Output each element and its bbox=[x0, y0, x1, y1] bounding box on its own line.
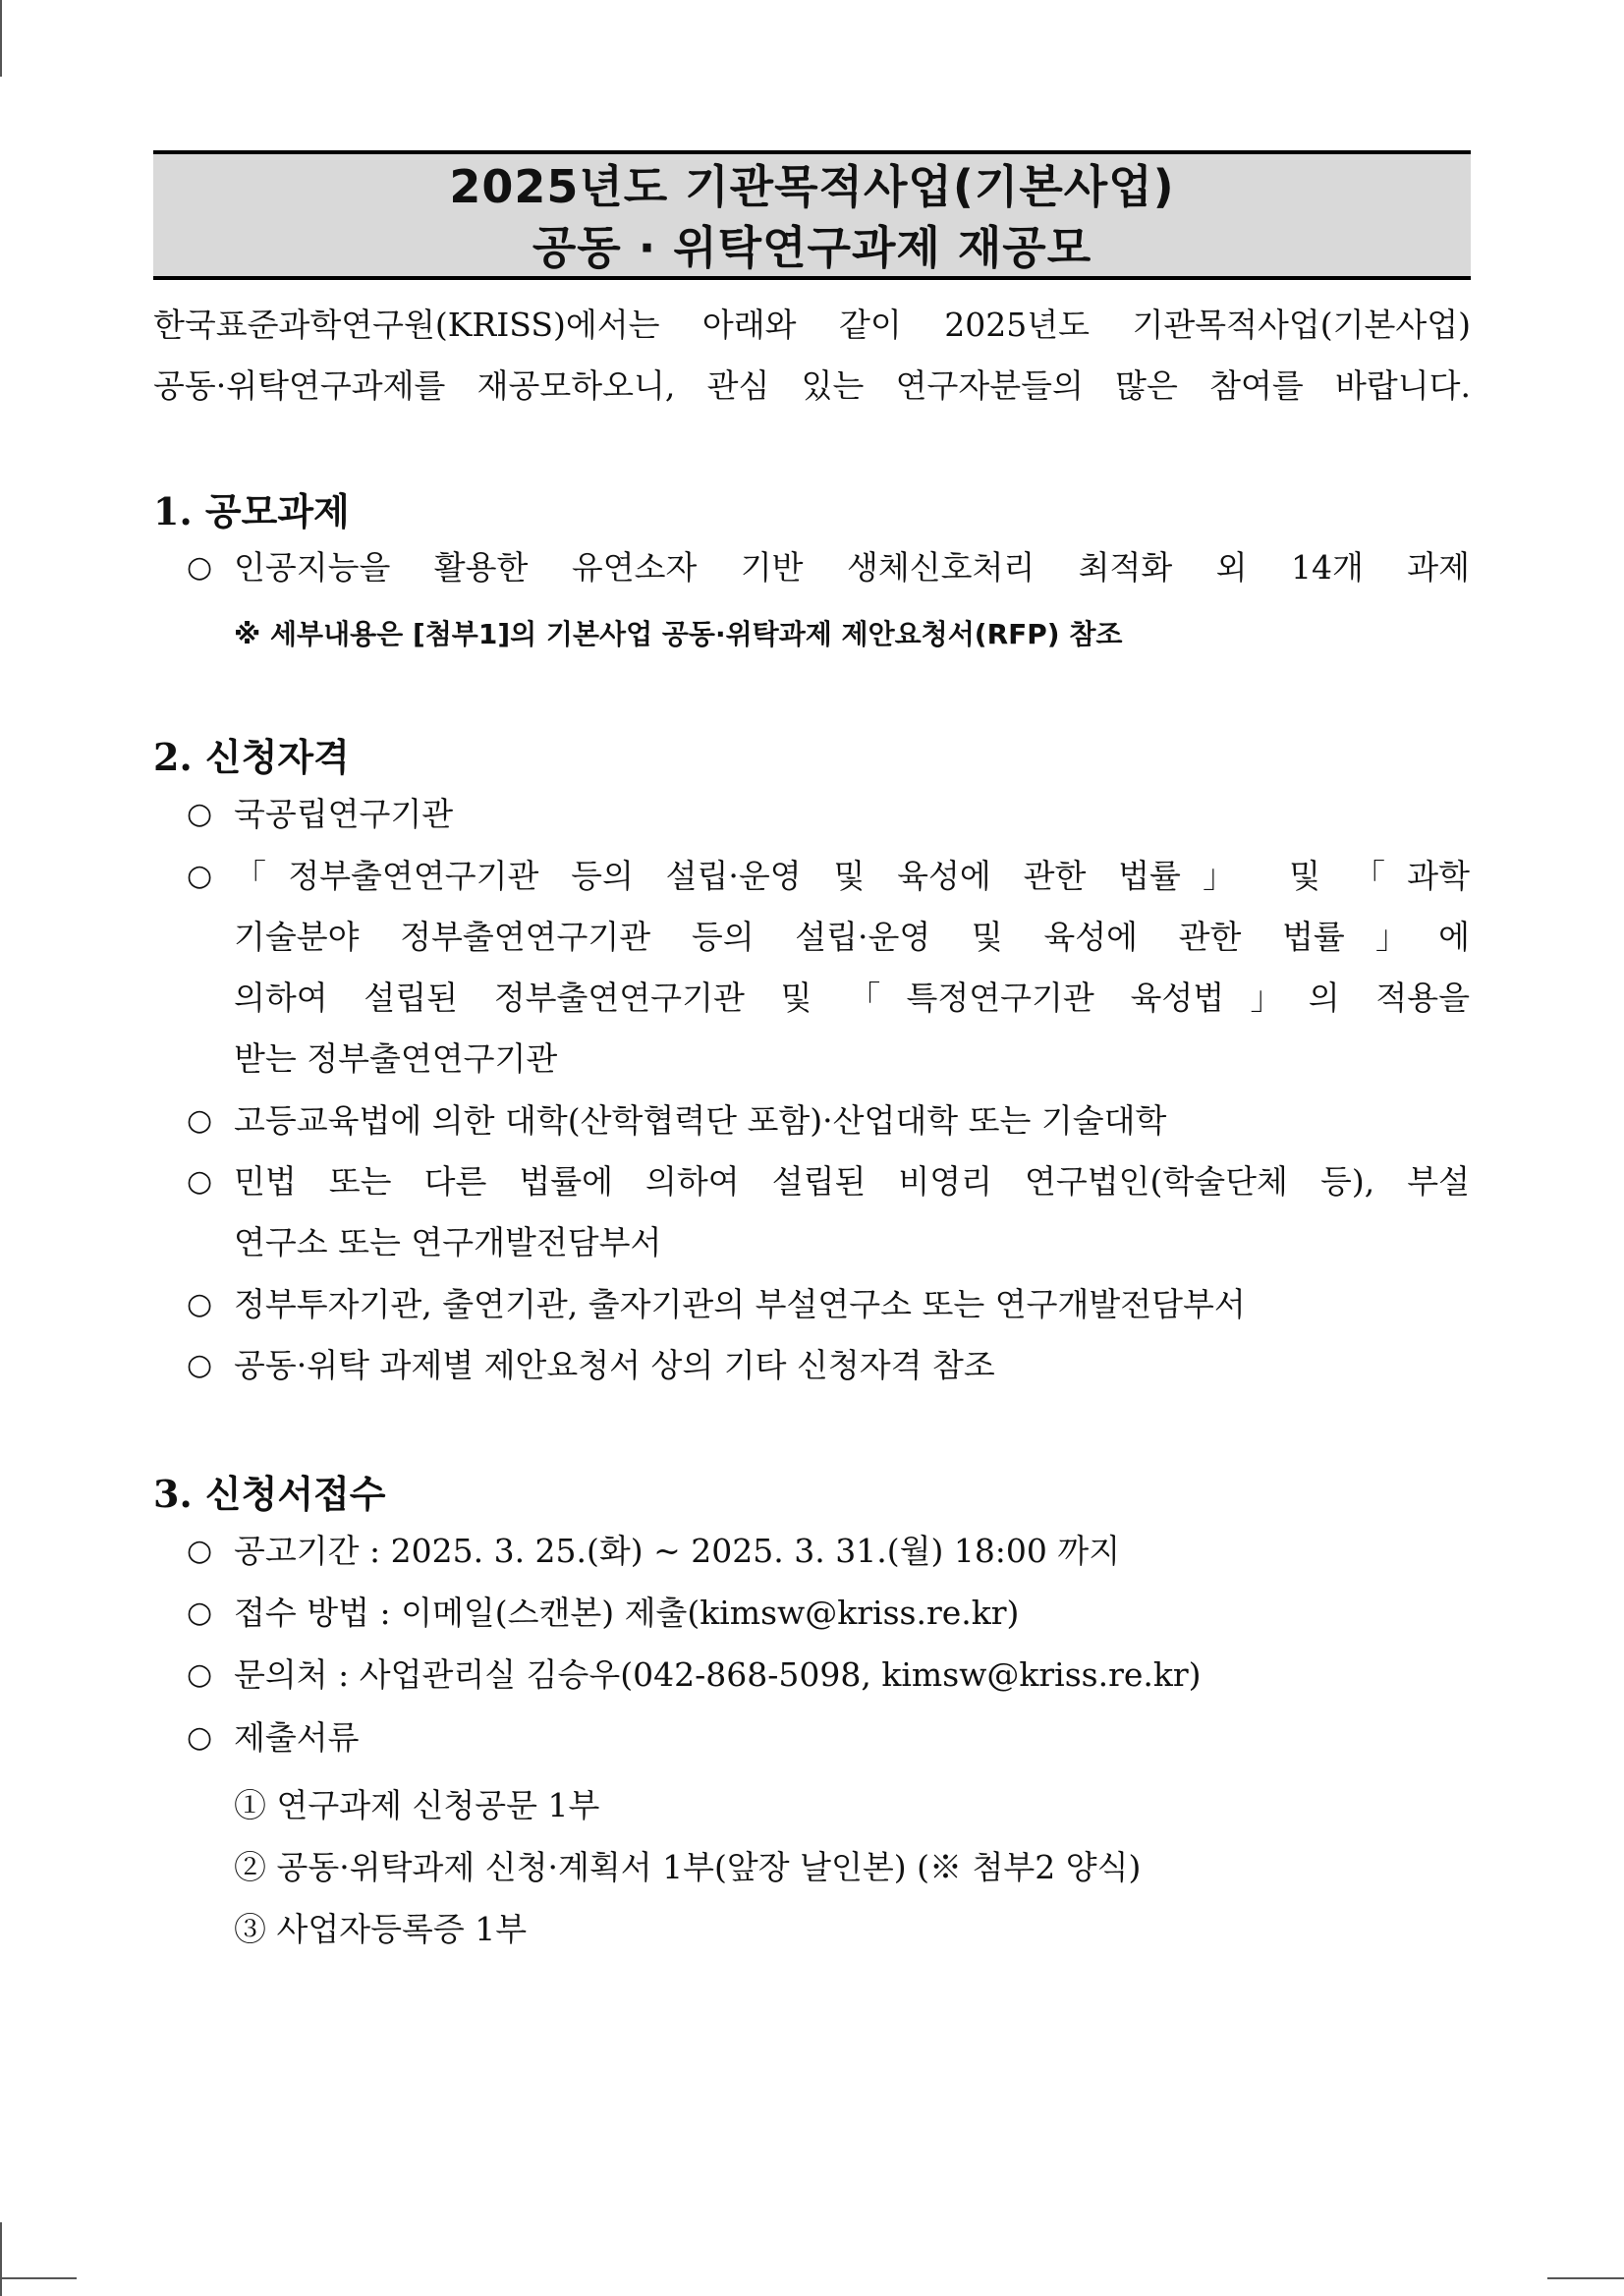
section-3-title: 3. 신청서접수 bbox=[153, 1472, 386, 1516]
intro-line-2: 공동·위탁연구과제를 재공모하오니, 관심 있는 연구자분들의 많은 참여를 바랍니다. bbox=[153, 366, 1471, 405]
bullet-circle: ○ bbox=[187, 1103, 213, 1138]
bullet-circle: ○ bbox=[187, 550, 213, 585]
intro-line-1: 한국표준과학연구원(KRISS)에서는 아래와 같이 2025년도 기관목적사업(기본사업) bbox=[153, 306, 1471, 344]
crop-mark bbox=[0, 2277, 77, 2279]
bullet-circle: ○ bbox=[187, 1164, 213, 1199]
document-title-box bbox=[153, 150, 1471, 280]
bullet-circle: ○ bbox=[187, 1657, 213, 1692]
crop-mark bbox=[0, 0, 2, 77]
bullet-circle: ○ bbox=[187, 1720, 213, 1755]
section-1-title: 1. 공모과제 bbox=[153, 489, 350, 533]
crop-mark bbox=[1547, 2277, 1624, 2279]
title-line-1: 2025년도 기관목적사업(기본사업) bbox=[449, 160, 1175, 213]
reference-note: ※ 세부내용은 [첨부1]의 기본사업 공동·위탁과제 제안요청서(RFP) 참조 bbox=[234, 618, 1123, 650]
intro-paragraph bbox=[153, 295, 1471, 417]
title-line-2: 공동 · 위탁연구과제 재공모 bbox=[532, 221, 1092, 274]
bullet-circle: ○ bbox=[187, 859, 213, 893]
document-item: ③ 사업자등록증 1부 bbox=[234, 1910, 528, 1948]
bullet-circle: ○ bbox=[187, 1596, 213, 1630]
document-item: ① 연구과제 신청공문 1부 bbox=[234, 1786, 600, 1824]
document-item: ② 공동·위탁과제 신청·계획서 1부(앞장 날인본) (※ 첨부2 양식) bbox=[234, 1848, 1142, 1886]
section-2-title: 2. 신청자격 bbox=[153, 735, 350, 779]
bullet-circle: ○ bbox=[187, 1287, 213, 1321]
crop-mark bbox=[0, 2222, 2, 2296]
bullet-circle: ○ bbox=[187, 1348, 213, 1382]
bullet-circle: ○ bbox=[187, 797, 213, 831]
bullet-circle: ○ bbox=[187, 1534, 213, 1568]
